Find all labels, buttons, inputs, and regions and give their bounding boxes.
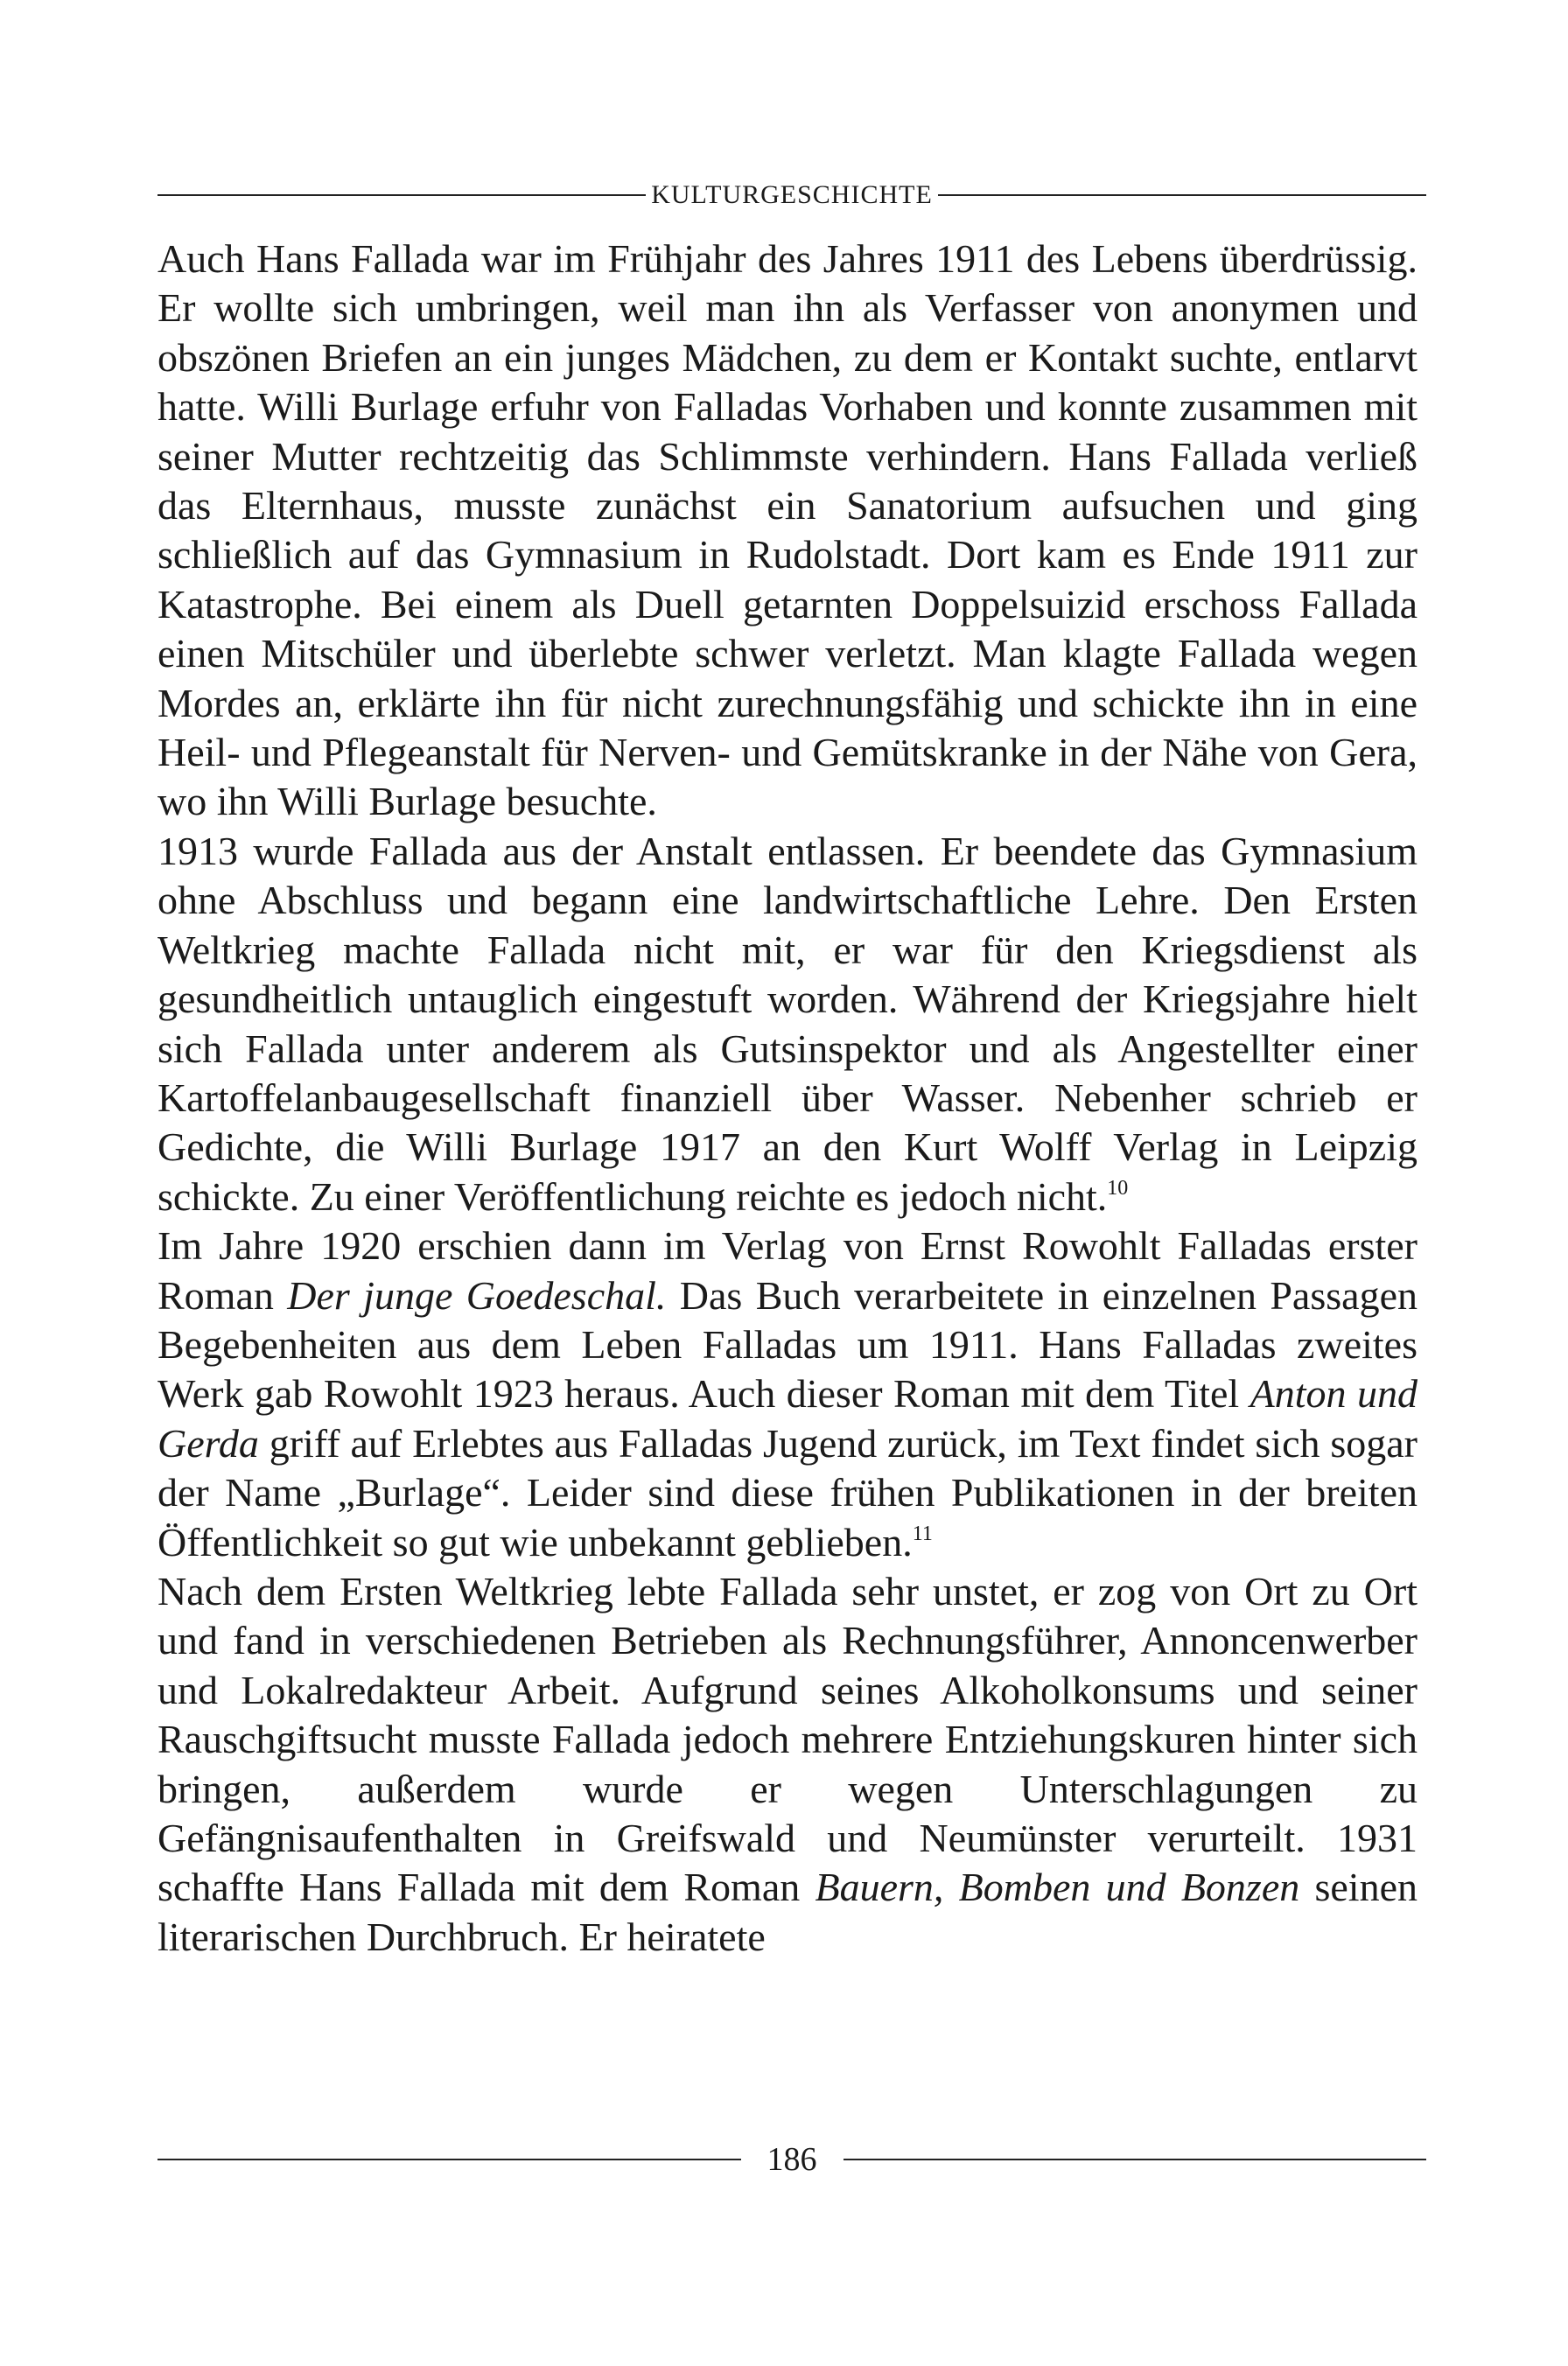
paragraph-3-text-c: griff auf Erlebtes aus Falladas Jugend zurück, im Text findet sich sogar der Name „Burlage“. Leider sind diese frühen Publikationen in der breiten Öffentlichkeit so gut wie unbekannt geblieben. bbox=[158, 1420, 1418, 1564]
paragraph-2 bbox=[158, 827, 1418, 1222]
running-header bbox=[158, 175, 1426, 215]
paragraph-4 bbox=[158, 1567, 1418, 1962]
footnote-marker-11: 11 bbox=[912, 1522, 933, 1545]
body-text bbox=[158, 234, 1418, 1962]
paragraph-2-text: 1913 wurde Fallada aus der Anstalt entlassen. Er beendete das Gymnasium ohne Abschluss und begann eine landwirtschaftliche Lehre. Den Ersten Weltkrieg machte Fallada nicht mit, er war für den Kriegsdienst als gesundheitlich untauglich eingestuft worden. Während der Kriegsjahre hielt sich Fallada unter anderem als Gutsinspektor und als Angestellter einer Kartoffelanbaugesellschaft finanziell über Wasser. Nebenher schrieb er Gedichte, die Willi Burlage 1917 an den Kurt Wolff Verlag in Leipzig schickte. Zu einer Veröffentlichung reichte es jedoch nicht. bbox=[158, 828, 1418, 1219]
page-footer bbox=[158, 2137, 1426, 2182]
paragraph-3-text-a: Im Jahre 1920 erschien dann im Verlag von Ernst Rowohlt Falladas erster Roman bbox=[158, 1223, 1418, 1318]
paragraph-4-text-b: seinen literarischen Durchbruch. Er heiratete bbox=[158, 1865, 1418, 1959]
page-number: 186 bbox=[766, 2141, 817, 2178]
paragraph-3 bbox=[158, 1222, 1418, 1567]
paragraph-1-text: Auch Hans Fallada war im Frühjahr des Jahres 1911 des Lebens überdrüssig. Er wollte sich umbringen, weil man ihn als Verfasser von anonymen und obszönen Briefen an ein junges Mädchen, zu dem er Kontakt suchte, entlarvt hatte. Willi Burlage erfuhr von Falladas Vorhaben und konnte zusammen mit seiner Mutter rechtzeitig das Schlimmste verhindern. Hans Fallada verließ das Elternhaus, musste zunächst ein Sanatorium aufsuchen und ging schließlich auf das Gymnasium in Rudolstadt. Dort kam es Ende 1911 zur Katastrophe. Bei einem als Duell getarnten Doppelsuizid erschoss Fallada einen Mitschüler und überlebte schwer verletzt. Man klagte Fallada wegen Mordes an, erklärte ihn für nicht zurechnungsfähig und schickte ihn in eine Heil- und Pflegeanstalt für Nerven- und Gemütskranke in der Nähe von Gera, wo ihn Willi Burlage besuchte. bbox=[158, 236, 1418, 824]
book-title-bauern-bomben-bonzen: Bauern, Bomben und Bonzen bbox=[815, 1865, 1300, 1910]
paragraph-1 bbox=[158, 234, 1418, 827]
running-header-title: KULTURGESCHICHTE bbox=[651, 180, 933, 209]
footnote-marker-10: 10 bbox=[1107, 1176, 1129, 1200]
book-title-goedeschal: Der junge Goedeschal. bbox=[287, 1272, 667, 1318]
footer-rule-left bbox=[158, 2159, 741, 2160]
paragraph-4-text-a: Nach dem Ersten Weltkrieg lebte Fallada sehr unstet, er zog von Ort zu Ort und fand in verschiedenen Betrieben als Rechnungsführer, Annoncenwerber und Lokalredakteur Arbeit. Aufgrund seines Alkoholkonsums und seiner Rauschgiftsucht musste Fallada jedoch mehrere Entziehungskuren hinter sich bringen, außerdem wurde er wegen Unterschlagungen zu Gefängnisaufenthalten in Greifswald und Neumünster verurteilt. 1931 schaffte Hans Fallada mit dem Roman bbox=[158, 1568, 1418, 1910]
header-rule-right bbox=[938, 194, 1426, 196]
footer-rule-right bbox=[844, 2159, 1427, 2160]
paragraph-3-text-b: Das Buch verarbeitete in einzelnen Passagen Begebenheiten aus dem Leben Falladas um 1911. Hans Falladas zweites Werk gab Rowohlt 1923 heraus. Auch dieser Roman mit dem Titel bbox=[158, 1272, 1418, 1417]
book-title-anton-und-gerda: Anton und Gerda bbox=[158, 1371, 1418, 1466]
header-rule-left bbox=[158, 194, 646, 196]
